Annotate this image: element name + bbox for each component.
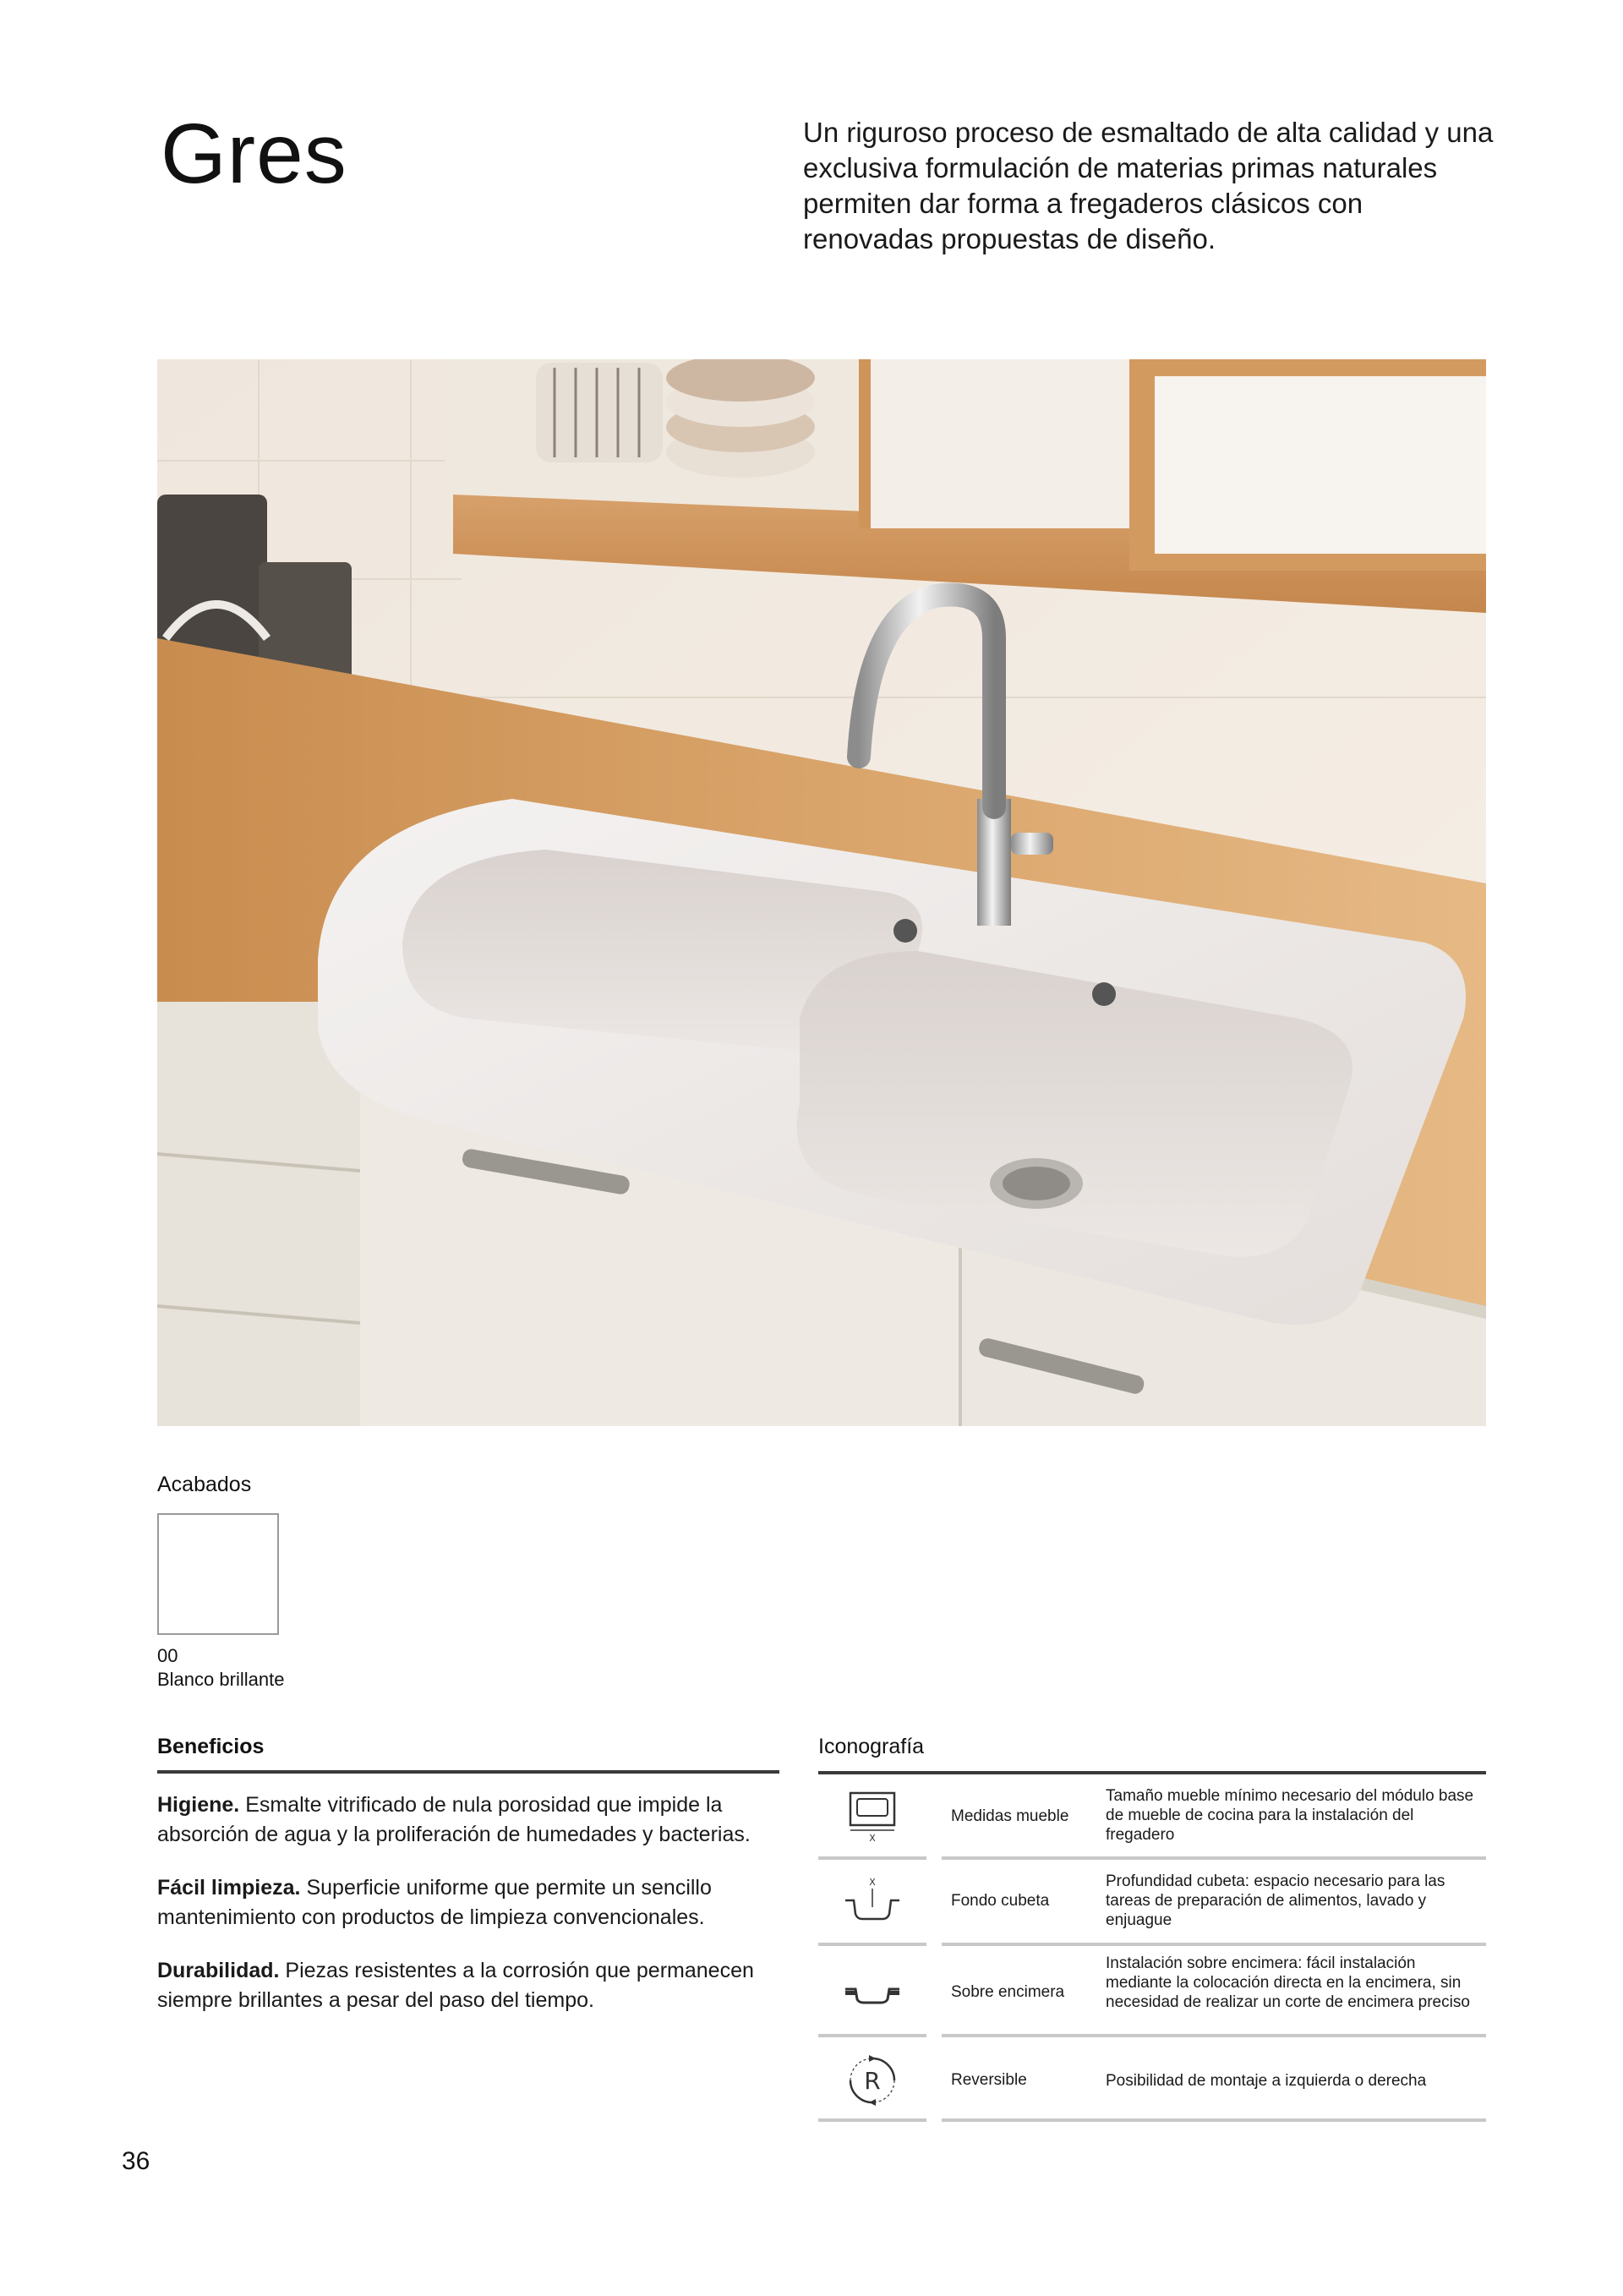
- acabados-label: Acabados: [157, 1473, 252, 1496]
- icon-row-reversible: [818, 2039, 1486, 2122]
- benefit-term: Durabilidad.: [157, 1959, 280, 1982]
- benefit-item: [157, 1873, 800, 1932]
- icon-name: Sobre encimera: [951, 1983, 1065, 2001]
- icon-row-separator: [818, 1943, 926, 1946]
- icon-row-separator: [818, 1856, 926, 1860]
- sink-photo: [157, 359, 1486, 1426]
- benefit-term: Higiene.: [157, 1793, 240, 1817]
- icon-desc: Profundidad cubeta: espacio necesario para las tareas de preparación de alimentos, lavado y enjuague: [1106, 1872, 1445, 1929]
- benefit-text: Superficie uniforme que permite un sencillo mantenimiento con productos de limpieza convencionales.: [157, 1876, 712, 1929]
- beneficios-title: Beneficios: [157, 1735, 265, 1758]
- icon-desc: Tamaño mueble mínimo necesario del módulo base de mueble de cocina para la instalación del fregadero: [1106, 1787, 1474, 1844]
- finish-swatch-blanco[interactable]: [157, 1513, 279, 1635]
- benefit-text: Piezas resistentes a la corrosión que permanecen siempre brillantes a pesar del paso del tiempo.: [157, 1959, 754, 2012]
- icon-name: Fondo cubeta: [951, 1892, 1050, 1910]
- reversible-icon: [845, 2053, 899, 2107]
- intro-paragraph: Un riguroso proceso de esmaltado de alta calidad y una exclusiva formulación de materias primas naturales permiten dar forma a fregaderos clásicos con renovadas propuestas de diseño.: [803, 117, 1494, 254]
- icon-row-sobre: [818, 1948, 1486, 2039]
- benefit-text: Esmalte vitrificado de nula porosidad que impide la absorción de agua y la proliferación de humedades y bacterias.: [157, 1793, 751, 1846]
- icon-desc: Instalación sobre encimera: fácil instalación mediante la colocación directa en la encimera, sin necesidad de realizar un corte de encimera preciso: [1106, 1954, 1470, 2011]
- beneficios-rule: [157, 1770, 779, 1774]
- icon-row-fondo: [818, 1861, 1486, 1943]
- icon-row-medidas: [818, 1779, 1486, 1855]
- iconografia-rule: [818, 1771, 1486, 1774]
- top-mount-icon: [842, 1972, 903, 2014]
- icon-row-separator: [942, 2034, 1486, 2037]
- benefit-term: Fácil limpieza.: [157, 1876, 301, 1900]
- swatch-name: Blanco brillante: [157, 1669, 285, 1690]
- bowl-depth-icon: [842, 1875, 903, 1929]
- page-number: 36: [122, 2147, 150, 2175]
- icon-row-separator: [942, 1856, 1486, 1860]
- page-title: Gres: [161, 107, 347, 201]
- icon-name: Reversible: [951, 2071, 1027, 2089]
- icon-row-separator: [942, 1943, 1486, 1946]
- icon-name: Medidas mueble: [951, 1807, 1069, 1825]
- benefit-item: [157, 1956, 800, 2015]
- svg-text:X: X: [869, 1833, 876, 1844]
- icon-row-separator: [942, 2118, 1486, 2122]
- icon-desc: Posibilidad de montaje a izquierda o derecha: [1106, 2072, 1427, 2090]
- svg-text:X: X: [869, 1877, 876, 1888]
- icon-row-separator: [818, 2034, 926, 2037]
- svg-text:R: R: [864, 2067, 881, 2095]
- cabinet-width-icon: [845, 1790, 899, 1844]
- swatch-code: 00: [157, 1645, 178, 1666]
- icon-row-separator: [818, 2118, 926, 2122]
- iconografia-title: Iconografía: [818, 1735, 925, 1758]
- benefit-item: [157, 1790, 800, 1850]
